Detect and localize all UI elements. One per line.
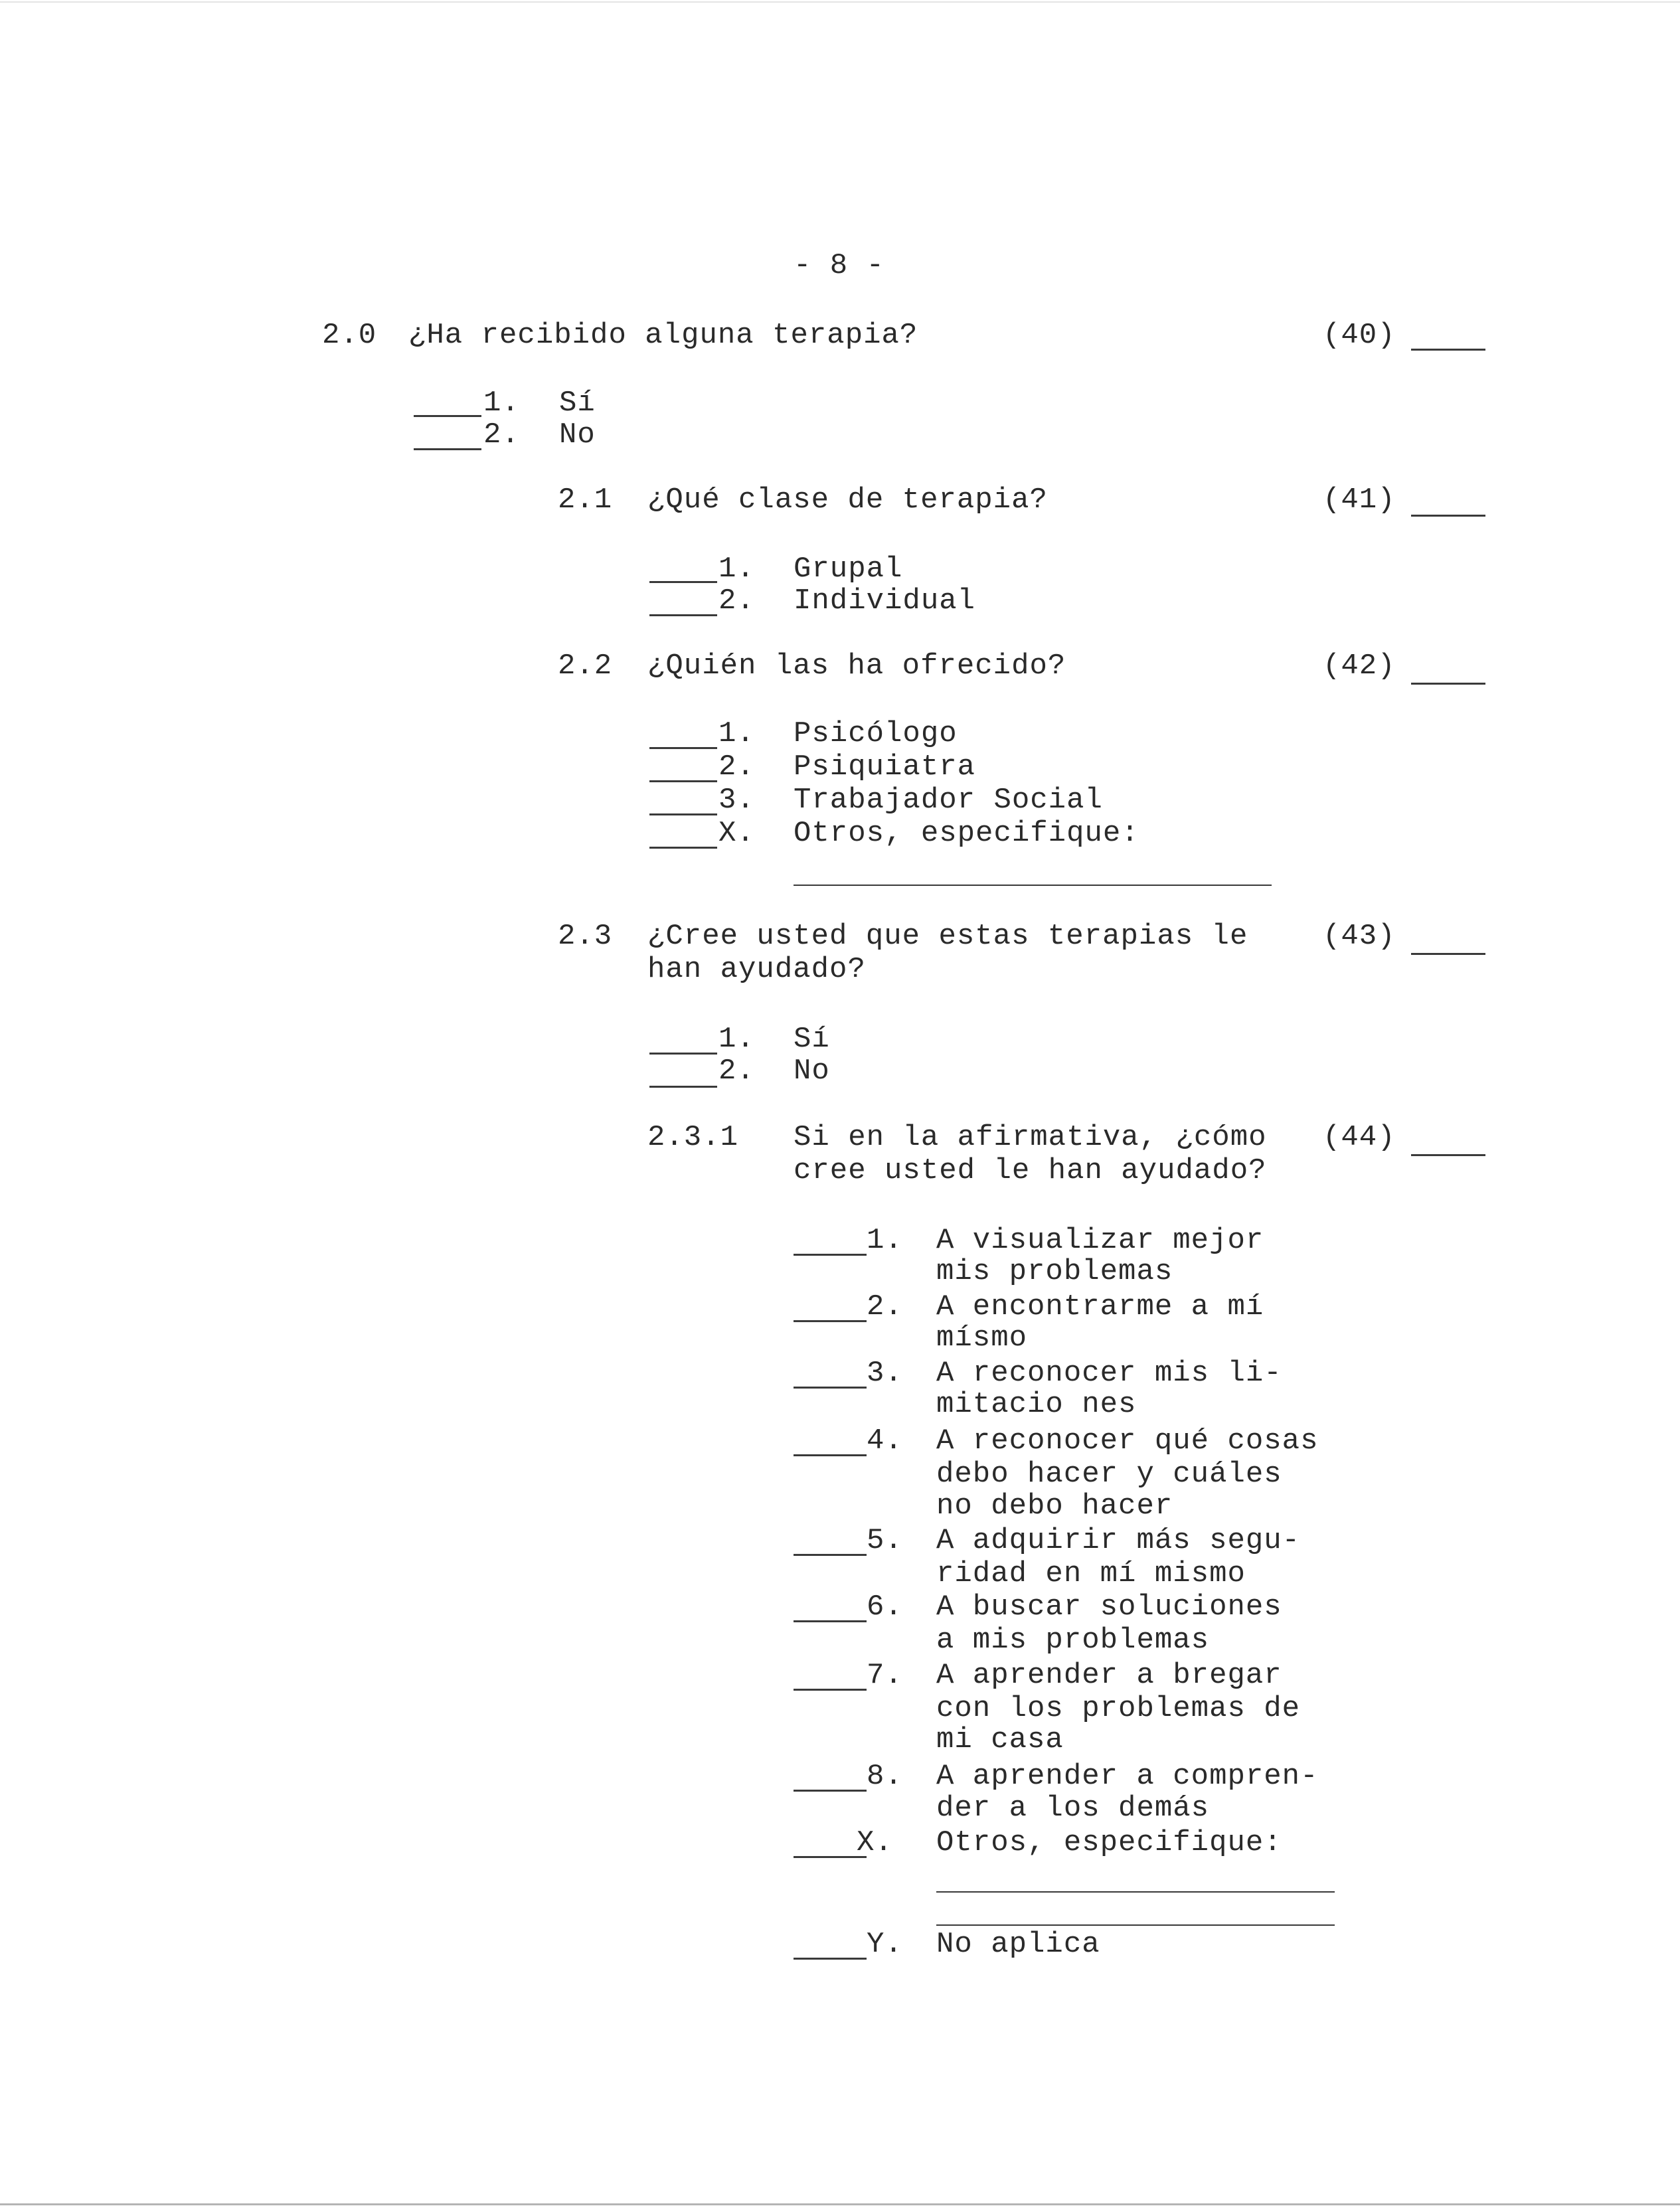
question-2-2-option-1-key: 1. [718,717,755,750]
question-2-3-1-text-line2: cree usted le han ayudado? [794,1154,1267,1187]
question-2-3-text-line2: han ayudado? [647,953,866,986]
question-2-3-1-option-y-blank[interactable] [794,1958,867,1960]
question-2-3-1-option-6-blank[interactable] [794,1620,867,1622]
question-2-3-1-option-4-line3: no debo hacer [936,1489,1173,1523]
question-2-3-1-text-line1: Si en la afirmativa, ¿cómo [794,1121,1267,1154]
question-2-3-option-2-label: No [794,1055,830,1088]
question-2-3-option-2-key: 2. [718,1055,755,1088]
question-2-3-1-option-8-line1: A aprender a compren- [936,1760,1319,1793]
question-2-3-1-option-7-line2: con los problemas de [936,1692,1301,1725]
question-2-3-1-option-1-blank[interactable] [794,1254,867,1256]
question-2-3-1-option-7-line3: mi casa [936,1723,1064,1756]
question-2-3-1-option-3-blank[interactable] [794,1387,867,1389]
question-2-2-option-x-label: Otros, especifique: [794,817,1139,850]
question-2-2-option-1-label: Psicólogo [794,717,958,750]
question-2-0-option-1-label: Sí [559,386,596,420]
question-2-2-option-2-label: Psiquiatra [794,750,976,784]
question-2-3-1-number: 2.3.1 [647,1121,739,1154]
question-2-2-option-1-blank[interactable] [649,747,717,749]
question-2-2-option-3-label: Trabajador Social [794,784,1103,817]
question-2-3-1-option-2-blank[interactable] [794,1320,867,1322]
question-2-2-option-3-key: 3. [718,784,755,817]
question-2-3-1-option-8-key: 8. [867,1760,903,1793]
question-2-0-option-1-blank[interactable] [414,415,481,417]
question-2-3-1-option-4-blank[interactable] [794,1454,867,1456]
question-2-3-1-option-y-key: Y. [867,1928,903,1961]
question-2-3-option-1-key: 1. [718,1023,755,1056]
question-2-2-number: 2.2 [558,649,613,683]
question-2-3-1-option-8-line2: der a los demás [936,1792,1210,1825]
question-2-3-1-option-7-line1: A aprender a bregar [936,1659,1282,1692]
question-2-3-1-option-4-line2: debo hacer y cuáles [936,1458,1282,1491]
question-2-3-1-option-5-blank[interactable] [794,1554,867,1556]
question-2-0-code: (40) [1323,319,1396,352]
question-2-3-option-1-label: Sí [794,1023,830,1056]
question-2-3-1-option-3-key: 3. [867,1357,903,1390]
question-2-1-option-1-key: 1. [718,552,755,586]
question-2-3-1-option-1-line1: A visualizar mejor [936,1224,1264,1257]
question-2-0-option-2-key: 2. [483,418,520,452]
question-2-3-1-option-x-key: X. [857,1826,893,1859]
question-2-3-number: 2.3 [558,920,613,953]
question-2-3-1-option-8-blank[interactable] [794,1790,867,1792]
question-2-3-1-specify-line-1[interactable] [936,1891,1335,1893]
question-2-3-1-option-3-line2: mitacio nes [936,1388,1137,1421]
question-2-1-option-2-key: 2. [718,584,755,618]
question-2-3-1-option-x-blank[interactable] [794,1856,867,1858]
question-2-3-1-option-1-line2: mis problemas [936,1255,1173,1288]
question-2-2-option-x-blank[interactable] [649,847,717,849]
question-2-3-1-option-6-key: 6. [867,1590,903,1624]
question-2-3-option-1-blank[interactable] [649,1053,717,1055]
question-2-3-code-blank[interactable] [1411,953,1485,955]
question-2-3-1-specify-line-2[interactable] [936,1924,1335,1926]
question-2-3-1-option-4-key: 4. [867,1424,903,1458]
page-top-edge [0,1,1680,3]
question-2-2-option-3-blank[interactable] [649,813,717,815]
question-2-0-option-2-label: No [559,418,596,452]
page-number: - 8 - [794,249,885,282]
question-2-3-1-option-7-blank[interactable] [794,1689,867,1691]
question-2-3-code: (43) [1323,920,1396,953]
question-2-1-number: 2.1 [558,483,613,517]
question-2-3-1-option-5-key: 5. [867,1524,903,1557]
question-2-1-code-blank[interactable] [1411,515,1485,517]
question-2-3-1-option-2-key: 2. [867,1290,903,1323]
page-bottom-edge [0,2203,1680,2205]
question-2-1-text: ¿Qué clase de terapia? [647,483,1048,517]
question-2-3-text-line1: ¿Cree usted que estas terapias le [647,920,1248,953]
question-2-0-option-2-blank[interactable] [414,448,481,450]
question-2-3-1-option-5-line1: A adquirir más segu- [936,1524,1301,1557]
question-2-1-code: (41) [1323,483,1396,517]
question-2-3-1-option-2-line1: A encontrarme a mí [936,1290,1264,1323]
question-2-3-1-code: (44) [1323,1121,1396,1154]
question-2-2-option-2-key: 2. [718,750,755,784]
question-2-3-1-option-x-line1: Otros, especifique: [936,1826,1282,1859]
question-2-1-option-1-blank[interactable] [649,581,717,583]
question-2-2-text: ¿Quién las ha ofrecido? [647,649,1066,683]
question-2-3-1-option-6-line2: a mis problemas [936,1624,1210,1657]
question-2-3-1-option-4-line1: A reconocer qué cosas [936,1424,1319,1458]
question-2-3-1-option-2-line2: mísmo [936,1321,1028,1355]
question-2-2-code: (42) [1323,649,1396,683]
question-2-3-1-option-y-line1: No aplica [936,1928,1100,1961]
question-2-3-1-code-blank[interactable] [1411,1154,1485,1156]
question-2-1-option-1-label: Grupal [794,552,903,586]
question-2-0-number: 2.0 [322,319,377,352]
question-2-3-1-option-3-line1: A reconocer mis li- [936,1357,1282,1390]
question-2-2-option-2-blank[interactable] [649,780,717,782]
question-2-3-1-option-1-key: 1. [867,1224,903,1257]
question-2-0-code-blank[interactable] [1411,349,1485,351]
question-2-2-option-x-key: X. [718,817,755,850]
question-2-0-option-1-key: 1. [483,386,520,420]
question-2-1-option-2-blank[interactable] [649,614,717,616]
question-2-3-option-2-blank[interactable] [649,1086,717,1088]
question-2-3-1-option-7-key: 7. [867,1659,903,1692]
question-2-3-1-option-6-line1: A buscar soluciones [936,1590,1282,1624]
question-2-0-text: ¿Ha recibido alguna terapia? [408,319,918,352]
question-2-1-option-2-label: Individual [794,584,976,618]
question-2-2-specify-line[interactable] [794,885,1272,886]
question-2-3-1-option-5-line2: ridad en mí mismo [936,1557,1246,1590]
question-2-2-code-blank[interactable] [1411,683,1485,685]
